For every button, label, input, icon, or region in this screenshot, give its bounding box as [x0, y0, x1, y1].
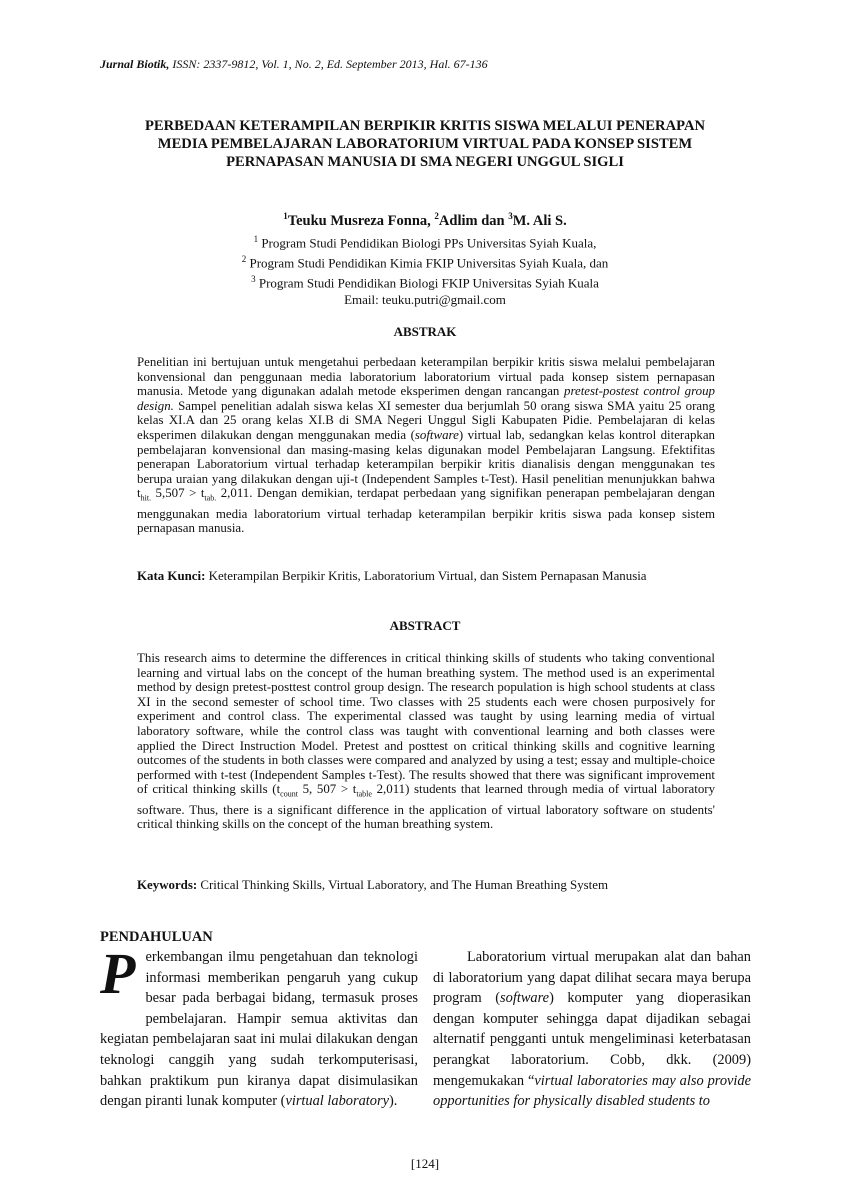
aff-sup: 3 — [251, 274, 256, 285]
abstract-heading: ABSTRACT — [389, 618, 461, 633]
author-name: M. Ali S. — [512, 212, 567, 229]
section-heading-pendahuluan: PENDAHULUAN — [100, 929, 213, 945]
abstract-body — [137, 651, 715, 832]
abstrak-text: 2,011. Dengan demikian, terdapat perbedaan yang signifikan penerapan pembelajaran dengan menggunakan media laboratorium virtual terhadap keterampilan berpikir kritis siswa pada konsep sistem pernapasan manusia. — [137, 486, 715, 536]
intro-left-italic: virtual laboratory — [285, 1093, 389, 1110]
abstrak-subscript: hit. — [140, 493, 152, 503]
title-line-1: PERBEDAAN KETERAMPILAN BERPIKIR KRITIS SISWA MELALUI PENERAPAN — [144, 118, 706, 134]
intro-right-italic: software — [500, 990, 550, 1007]
abstract-text: 2,011) students that learned through media of virtual laboratory software. Thus, there is a significant difference in the application of virtual laboratory software on students' critical thinking skills on the concept of the human breathing system. — [137, 782, 716, 832]
abstrak-text: Sampel penelitian adalah siswa kelas XI semester dua berjumlah 50 orang siswa SMA yaitu 25 orang kelas XI.A dan 25 orang kelas XI.B di SMA Negeri Unggul Sigli Kabupaten Pidie. Pembelajaran di kelas eksperimen dilakukan dengan menggunakan media ( — [137, 398, 715, 442]
abstract-text: 5, 507 > t — [297, 782, 357, 797]
abstrak-subscript: tab. — [204, 493, 217, 503]
abstrak-text: Penelitian ini bertujuan untuk mengetahui perbedaan keterampilan berpikir kritis siswa melalui pembelajaran konvensional dan penggunaan media laboratorium laboratorium virtual pada konsep sistem pernapasan manusia. Metode yang digunakan adalah metode eksperimen dengan rancangan — [137, 355, 715, 399]
aff-text: Program Studi Pendidikan Biologi FKIP Universitas Syiah Kuala — [255, 275, 599, 291]
abstract-subscript: table — [356, 789, 372, 799]
paper-title — [100, 117, 750, 171]
intro-left-column — [100, 941, 418, 1112]
abstrak-italic: software — [414, 427, 459, 442]
intro-right-text: Laboratorium virtual merupakan alat dan bahan di laboratorium yang dapat dilihat secara maya berupa program ( — [433, 949, 751, 1007]
aff-sup: 1 — [253, 233, 259, 244]
page-number: [124] — [410, 1156, 440, 1171]
author-block — [100, 206, 750, 308]
author-sup: 1 — [283, 211, 288, 221]
affiliation-1 — [100, 231, 750, 251]
abstrak-italic: pretest-postest control group design. — [137, 384, 716, 413]
author-names — [100, 206, 750, 231]
author-sup: 2 — [434, 211, 439, 221]
keywords — [137, 878, 737, 892]
title-line-3: PERNAPASAN MANUSIA DI SMA NEGERI UNGGUL SIGLI — [226, 154, 624, 170]
affiliation-2 — [100, 251, 750, 271]
intro-right-column — [433, 947, 751, 1112]
author-email: Email: teuku.putri@gmail.com — [344, 291, 506, 307]
author-sup: 3 — [508, 211, 513, 221]
abstrak-heading: ABSTRAK — [393, 324, 457, 339]
journal-name: Jurnal Biotik, — [100, 57, 170, 71]
kata-kunci-label: Kata Kunci: — [137, 569, 206, 583]
author-name: Adlim dan — [438, 212, 509, 229]
journal-issue: ISSN: 2337-9812, Vol. 1, No. 2, Ed. September 2013, Hal. 67-136 — [169, 57, 488, 71]
abstract-text: This research aims to determine the differences in critical thinking skills of students who taking conventional learning and virtual labs on the concept of the human breathing system. The method used is an experimental method by design pretest-posttest control group design. The research population is high school students at class XI in the second semester of school time. Two classes with 25 students each were chosen purposively for experiment and control class. The experimental classed was taught by using learning media of virtual laboratory software, while the control class was taught with conventional learning and both classes were applied the Direct Instruction Model. Pretest and posttest on critical thinking skills and cognitive learning outcomes of the students in both classes were compared and analyzed by using a test; essay and multiple-choice performed with t-test (Independent Samples t-Test). The results showed that there was significant improvement of critical thinking skills (t — [137, 651, 715, 797]
drop-cap: P — [100, 941, 136, 1006]
title-line-2: MEDIA PEMBELAJARAN LABORATORIUM VIRTUAL PADA KONSEP SISTEM — [157, 136, 693, 152]
aff-text: Program Studi Pendidikan Kimia FKIP Universitas Syiah Kuala, dan — [246, 255, 609, 271]
aff-sup: 2 — [241, 254, 247, 265]
journal-header — [100, 57, 488, 72]
intro-left-text: erkembangan ilmu pengetahuan dan teknologi informasi memberikan pengaruh yang cukup besar pada berbagai bidang, termasuk proses pembelajaran. Hampir semua aktivitas dan kegiatan pembelajaran saat ini mulai dilakukan dengan teknologi canggih yang sudah terkomputerisasi, bahkan praktikum pun kiranya dapat disimulasikan dengan piranti lunak komputer ( — [100, 949, 418, 1110]
kata-kunci — [137, 569, 737, 583]
author-name: Teuku Musreza Fonna, — [287, 212, 435, 229]
kata-kunci-text: Keterampilan Berpikir Kritis, Laboratorium Virtual, dan Sistem Pernapasan Manusia — [205, 569, 647, 583]
abstrak-text: 5,507 > t — [151, 486, 205, 501]
abstrak-text: ) virtual lab, sedangkan kelas kontrol diterapkan pembelajaran konvensional dan masing-masing kelas digunakan model Pembelajaran Langsung. Efektifitas penerapan Laboratorium virtual terhadap keterampilan berpikir kritis dianalisis dengan menggunakan tes berupa uraian yang dilakukan dengan uji-t (Independent Samples t-Test). Hasil penelitian menunjukkan bahwa t — [137, 427, 716, 501]
intro-right-text: ) komputer yang dioperasikan dengan komputer sehingga dapat dijadikan sebagai alternatif pengganti untuk mengeliminasi keterbatasan perangkat laboratorium. Cobb, dkk. (2009) mengemukakan “ — [433, 990, 751, 1089]
keywords-text: Critical Thinking Skills, Virtual Laboratory, and The Human Breathing System — [197, 878, 608, 892]
keywords-label: Keywords: — [137, 878, 198, 892]
intro-right-italic: virtual laboratories may also provide opportunities for physically disabled students to — [433, 1072, 752, 1110]
affiliation-3 — [100, 271, 750, 291]
aff-text: Program Studi Pendidikan Biologi PPs Universitas Syiah Kuala, — [258, 235, 597, 251]
abstract-subscript: count — [280, 789, 298, 799]
abstrak-body — [137, 355, 715, 536]
intro-left-text-end: ). — [388, 1093, 398, 1110]
